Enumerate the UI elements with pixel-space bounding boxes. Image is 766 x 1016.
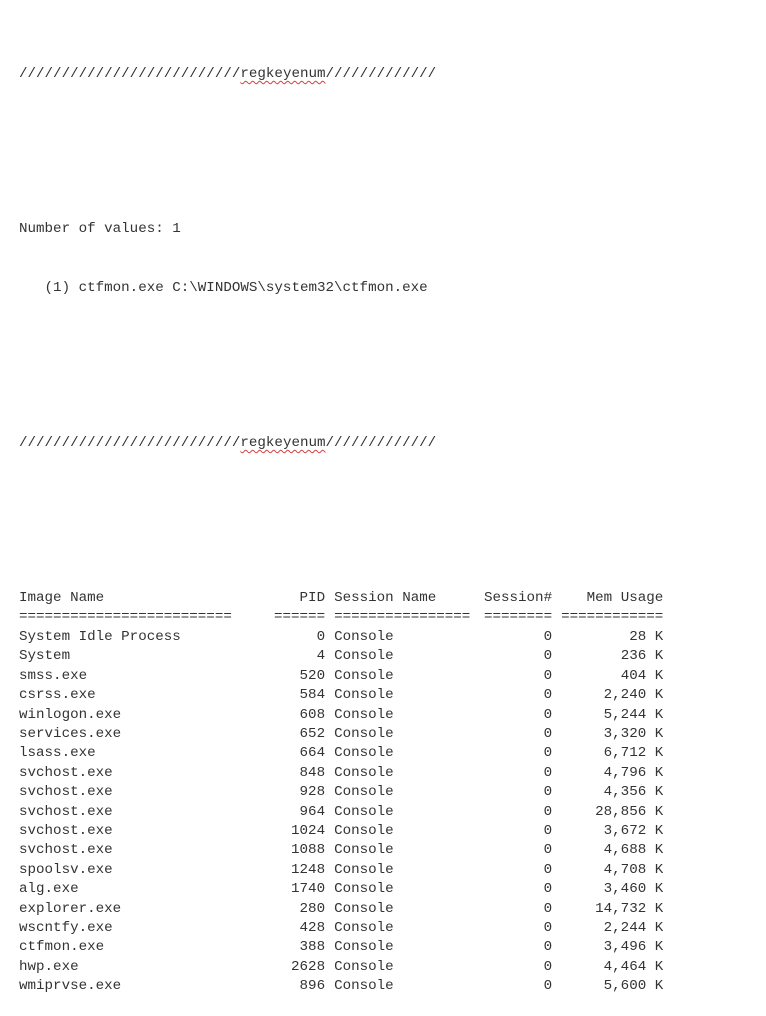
table-row bbox=[19, 628, 663, 647]
column-gap bbox=[552, 725, 561, 744]
column-gap bbox=[325, 861, 334, 880]
table-separator-row bbox=[19, 608, 663, 627]
process-pid: 1740 bbox=[291, 881, 326, 898]
process-session-num: 0 bbox=[543, 667, 553, 684]
regkey-prefix: ////////////////////////// bbox=[19, 66, 241, 83]
column-gap bbox=[552, 764, 561, 783]
process-name: alg.exe bbox=[19, 881, 79, 898]
process-pid: 848 bbox=[299, 764, 326, 781]
process-session-num: 0 bbox=[543, 803, 553, 820]
process-pid: 2628 bbox=[291, 958, 326, 975]
values-count: Number of values: 1 bbox=[19, 221, 181, 238]
header-session-name: Session Name bbox=[334, 590, 437, 607]
process-pid: 928 bbox=[299, 784, 326, 801]
process-pid: 608 bbox=[299, 706, 326, 723]
process-session-num: 0 bbox=[543, 842, 553, 859]
process-name: spoolsv.exe bbox=[19, 861, 113, 878]
process-mem-usage: 2,244 K bbox=[603, 919, 664, 936]
process-mem-usage: 5,600 K bbox=[603, 978, 664, 995]
column-gap bbox=[325, 764, 334, 783]
table-row bbox=[19, 938, 663, 957]
blank-line bbox=[19, 356, 766, 375]
process-session-name: Console bbox=[334, 687, 394, 704]
process-name: csrss.exe bbox=[19, 687, 96, 704]
column-gap bbox=[325, 977, 334, 996]
process-name: svchost.exe bbox=[19, 803, 113, 820]
blank-line bbox=[19, 143, 766, 162]
process-session-name: Console bbox=[334, 628, 394, 645]
header-session-num: Session# bbox=[483, 590, 553, 607]
table-header-row bbox=[19, 589, 663, 608]
document-body bbox=[19, 7, 766, 1016]
column-gap bbox=[552, 861, 561, 880]
process-pid: 896 bbox=[299, 978, 326, 995]
process-name: wmiprvse.exe bbox=[19, 978, 122, 995]
process-session-name: Console bbox=[334, 900, 394, 917]
table-row bbox=[19, 880, 663, 899]
process-mem-usage: 4,796 K bbox=[603, 764, 664, 781]
table-row bbox=[19, 783, 663, 802]
table-row bbox=[19, 647, 663, 666]
process-session-name: Console bbox=[334, 803, 394, 820]
column-gap bbox=[552, 589, 561, 608]
process-session-num: 0 bbox=[543, 978, 553, 995]
separator-image-name: ========================= bbox=[19, 609, 232, 626]
header-mem-usage: Mem Usage bbox=[586, 590, 664, 607]
process-session-num: 0 bbox=[543, 784, 553, 801]
column-gap bbox=[552, 783, 561, 802]
column-gap bbox=[325, 938, 334, 957]
process-session-name: Console bbox=[334, 861, 394, 878]
process-pid: 1248 bbox=[291, 861, 326, 878]
regkey-prefix: ////////////////////////// bbox=[19, 434, 241, 451]
process-session-name: Console bbox=[334, 784, 394, 801]
column-gap bbox=[325, 958, 334, 977]
regkey-header-bottom bbox=[19, 434, 766, 453]
column-gap bbox=[325, 744, 334, 763]
process-table-body bbox=[19, 628, 663, 997]
process-session-num: 0 bbox=[543, 764, 553, 781]
process-pid: 1088 bbox=[291, 842, 326, 859]
column-gap bbox=[325, 919, 334, 938]
column-gap bbox=[552, 841, 561, 860]
process-session-name: Console bbox=[334, 725, 394, 742]
process-name: wscntfy.exe bbox=[19, 919, 113, 936]
column-gap bbox=[552, 822, 561, 841]
column-gap bbox=[325, 783, 334, 802]
process-session-name: Console bbox=[334, 822, 394, 839]
regkey-word: regkeyenum bbox=[240, 66, 326, 83]
process-session-num: 0 bbox=[543, 958, 553, 975]
column-gap bbox=[552, 958, 561, 977]
process-pid: 652 bbox=[299, 725, 326, 742]
process-session-name: Console bbox=[334, 881, 394, 898]
column-gap bbox=[325, 900, 334, 919]
separator-session-name: ================ bbox=[334, 609, 471, 626]
process-session-name: Console bbox=[334, 939, 394, 956]
column-gap bbox=[552, 938, 561, 957]
column-gap bbox=[325, 803, 334, 822]
process-name: explorer.exe bbox=[19, 900, 122, 917]
column-gap bbox=[552, 667, 561, 686]
table-row bbox=[19, 686, 663, 705]
process-session-name: Console bbox=[334, 842, 394, 859]
process-mem-usage: 3,672 K bbox=[603, 822, 664, 839]
process-name: lsass.exe bbox=[19, 745, 96, 762]
table-row bbox=[19, 744, 663, 763]
regkey-word: regkeyenum bbox=[240, 434, 326, 451]
process-session-num: 0 bbox=[543, 881, 553, 898]
process-mem-usage: 4,464 K bbox=[603, 958, 664, 975]
process-session-num: 0 bbox=[543, 900, 553, 917]
regkey-header-top bbox=[19, 65, 766, 84]
process-session-num: 0 bbox=[543, 687, 553, 704]
separator-pid: ====== bbox=[274, 609, 326, 626]
table-row bbox=[19, 861, 663, 880]
column-gap bbox=[552, 706, 561, 725]
column-gap bbox=[325, 589, 334, 608]
column-gap bbox=[552, 880, 561, 899]
table-row bbox=[19, 977, 663, 996]
process-mem-usage: 3,320 K bbox=[603, 725, 664, 742]
process-pid: 4 bbox=[316, 648, 326, 665]
process-session-name: Console bbox=[334, 648, 394, 665]
process-pid: 428 bbox=[299, 919, 326, 936]
column-gap bbox=[552, 608, 561, 627]
process-session-name: Console bbox=[334, 745, 394, 762]
process-session-name: Console bbox=[334, 667, 394, 684]
column-gap bbox=[325, 725, 334, 744]
process-mem-usage: 3,496 K bbox=[603, 939, 664, 956]
separator-session-num: ======== bbox=[483, 609, 553, 626]
process-table bbox=[19, 589, 663, 997]
process-pid: 0 bbox=[316, 628, 326, 645]
process-mem-usage: 236 K bbox=[620, 648, 664, 665]
process-pid: 1024 bbox=[291, 822, 326, 839]
process-session-num: 0 bbox=[543, 861, 553, 878]
table-row bbox=[19, 958, 663, 977]
value-entry-1: (1) ctfmon.exe C:\WINDOWS\system32\ctfmon.exe bbox=[19, 279, 428, 296]
table-row bbox=[19, 803, 663, 822]
process-name: svchost.exe bbox=[19, 842, 113, 859]
process-name: svchost.exe bbox=[19, 764, 113, 781]
process-mem-usage: 404 K bbox=[620, 667, 664, 684]
column-gap bbox=[552, 744, 561, 763]
process-session-num: 0 bbox=[543, 822, 553, 839]
process-session-name: Console bbox=[334, 764, 394, 781]
process-name: hwp.exe bbox=[19, 958, 79, 975]
process-pid: 520 bbox=[299, 667, 326, 684]
column-gap bbox=[325, 647, 334, 666]
regkey-suffix: ///////////// bbox=[325, 434, 437, 451]
table-row bbox=[19, 919, 663, 938]
process-session-name: Console bbox=[334, 978, 394, 995]
column-gap bbox=[325, 667, 334, 686]
column-gap bbox=[325, 608, 334, 627]
process-session-num: 0 bbox=[543, 919, 553, 936]
process-name: smss.exe bbox=[19, 667, 88, 684]
column-gap bbox=[552, 686, 561, 705]
column-gap bbox=[552, 628, 561, 647]
process-session-num: 0 bbox=[543, 745, 553, 762]
column-gap bbox=[552, 803, 561, 822]
table-row bbox=[19, 725, 663, 744]
process-mem-usage: 28 K bbox=[629, 628, 664, 645]
process-mem-usage: 4,688 K bbox=[603, 842, 664, 859]
process-name: svchost.exe bbox=[19, 784, 113, 801]
column-gap bbox=[325, 822, 334, 841]
process-pid: 964 bbox=[299, 803, 326, 820]
column-gap bbox=[325, 706, 334, 725]
table-row bbox=[19, 822, 663, 841]
process-pid: 664 bbox=[299, 745, 326, 762]
process-name: ctfmon.exe bbox=[19, 939, 105, 956]
table-row bbox=[19, 841, 663, 860]
process-mem-usage: 3,460 K bbox=[603, 881, 664, 898]
column-gap bbox=[325, 841, 334, 860]
header-pid: PID bbox=[299, 590, 326, 607]
process-session-name: Console bbox=[334, 958, 394, 975]
process-mem-usage: 14,732 K bbox=[595, 900, 664, 917]
process-mem-usage: 5,244 K bbox=[603, 706, 664, 723]
process-session-num: 0 bbox=[543, 725, 553, 742]
process-name: services.exe bbox=[19, 725, 122, 742]
process-name: svchost.exe bbox=[19, 822, 113, 839]
process-name: System bbox=[19, 648, 71, 665]
column-gap bbox=[325, 628, 334, 647]
column-gap bbox=[552, 919, 561, 938]
process-mem-usage: 6,712 K bbox=[603, 745, 664, 762]
page-bottom-edge bbox=[0, 549, 766, 554]
blank-line bbox=[19, 511, 766, 530]
process-pid: 388 bbox=[299, 939, 326, 956]
process-mem-usage: 4,356 K bbox=[603, 784, 664, 801]
process-mem-usage: 2,240 K bbox=[603, 687, 664, 704]
process-pid: 280 bbox=[299, 900, 326, 917]
column-gap bbox=[552, 647, 561, 666]
column-gap bbox=[552, 900, 561, 919]
process-mem-usage: 28,856 K bbox=[595, 803, 664, 820]
table-row bbox=[19, 706, 663, 725]
column-gap bbox=[325, 686, 334, 705]
process-pid: 584 bbox=[299, 687, 326, 704]
process-name: System Idle Process bbox=[19, 628, 181, 645]
separator-mem-usage: ============ bbox=[561, 609, 664, 626]
process-mem-usage: 4,708 K bbox=[603, 861, 664, 878]
process-session-num: 0 bbox=[543, 628, 553, 645]
process-session-num: 0 bbox=[543, 939, 553, 956]
table-row bbox=[19, 764, 663, 783]
regkey-suffix: ///////////// bbox=[325, 66, 437, 83]
process-session-name: Console bbox=[334, 706, 394, 723]
table-row bbox=[19, 900, 663, 919]
column-gap bbox=[552, 977, 561, 996]
process-name: winlogon.exe bbox=[19, 706, 122, 723]
process-session-num: 0 bbox=[543, 648, 553, 665]
process-session-num: 0 bbox=[543, 706, 553, 723]
table-row bbox=[19, 667, 663, 686]
column-gap bbox=[325, 880, 334, 899]
header-image-name: Image Name bbox=[19, 590, 105, 607]
process-session-name: Console bbox=[334, 919, 394, 936]
